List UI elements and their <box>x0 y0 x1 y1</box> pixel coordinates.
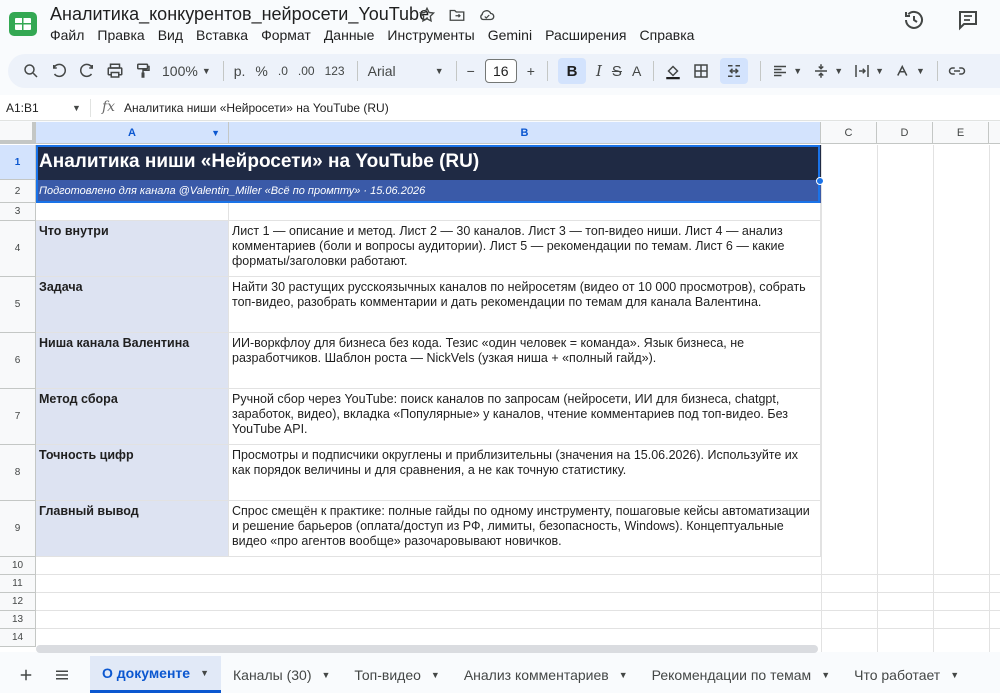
toolbar-divider <box>456 61 457 81</box>
undo-icon[interactable] <box>50 58 68 84</box>
menu-view[interactable]: Вид <box>157 27 184 43</box>
column-header-f[interactable] <box>989 122 1000 144</box>
menu-bar <box>50 26 707 44</box>
print-icon[interactable] <box>106 58 124 84</box>
fill-color-icon[interactable] <box>664 58 682 84</box>
gridline <box>821 145 822 652</box>
italic-icon: I <box>595 62 602 80</box>
tab-channels[interactable]: Каналы (30) ▼ <box>233 666 331 683</box>
formula-input[interactable]: Аналитика ниши «Нейросети» на YouTube (RU) <box>124 101 389 115</box>
tab-about[interactable]: О документе ▼ <box>90 656 221 693</box>
value-cell[interactable]: Ручной сбор через YouTube: поиск каналов по запросам (нейросети, ИИ для бизнеса, chatgpt, заработок, видео), вкладка «Популярные» у каналов, чтение комментариев под топ-видео. Без YouTube API. <box>229 389 821 445</box>
column-header-a[interactable]: A ▼ <box>36 122 229 144</box>
toolbar-divider <box>653 61 654 81</box>
menu-data[interactable]: Данные <box>323 27 375 43</box>
toolbar-divider <box>760 61 761 81</box>
toolbar-divider <box>223 61 224 81</box>
tab-topic-recommendations[interactable]: Рекомендации по темам ▼ <box>651 666 831 683</box>
chevron-down-icon: ▼ <box>916 66 925 76</box>
empty-cell[interactable] <box>36 203 229 221</box>
column-header-b[interactable]: B <box>229 122 821 144</box>
chevron-down-icon[interactable]: ▼ <box>950 669 960 680</box>
chevron-down-icon: ▼ <box>434 66 444 76</box>
tab-top-videos[interactable]: Топ-видео ▼ <box>354 666 440 683</box>
text-rotation-icon[interactable] <box>894 58 925 84</box>
chevron-down-icon[interactable]: ▼ <box>821 669 831 680</box>
strikethrough-button[interactable] <box>612 58 622 84</box>
value-cell[interactable]: Просмотры и подписчики округлены и приблизительны (значения на 15.06.2026). Используйте их как порядок величины и для сравнения, а не как точную статистику. <box>229 445 821 501</box>
sheet-grid[interactable] <box>0 122 1000 652</box>
row-header-5[interactable]: 5 <box>0 277 36 333</box>
empty-cell[interactable] <box>229 203 821 221</box>
font-value: Arial <box>367 63 396 79</box>
gridline <box>989 145 990 652</box>
menu-file[interactable]: Файл <box>50 27 85 43</box>
strikethrough-icon: S <box>611 62 622 80</box>
chevron-down-icon[interactable]: ▼ <box>618 669 628 680</box>
row-header-7[interactable]: 7 <box>0 389 36 445</box>
italic-button[interactable] <box>596 58 602 84</box>
name-box[interactable]: A1:B1 <box>6 101 39 115</box>
sheet-tabs-bar <box>0 656 1000 693</box>
column-header-d[interactable]: D <box>877 122 933 144</box>
row-header-1[interactable]: 1 <box>0 145 36 180</box>
toolbar-divider <box>547 61 548 81</box>
menu-tools[interactable]: Инструменты <box>387 27 475 43</box>
chevron-down-icon: ▼ <box>834 66 844 76</box>
chevron-down-icon: ▼ <box>201 66 211 76</box>
format-currency-button[interactable]: р. <box>233 63 246 79</box>
row-header-4[interactable]: 4 <box>0 221 36 277</box>
label-cell[interactable]: Задача <box>36 277 229 333</box>
fill-handle[interactable] <box>816 177 824 185</box>
row-header-9[interactable]: 9 <box>0 501 36 557</box>
column-header-c[interactable]: C <box>821 122 877 144</box>
chevron-down-icon[interactable]: ▼ <box>321 669 331 680</box>
gridline <box>877 145 878 652</box>
text-wrap-icon[interactable] <box>853 58 884 84</box>
zoom-select[interactable] <box>162 58 211 84</box>
paint-format-icon[interactable] <box>134 58 152 84</box>
move-folder-icon[interactable] <box>448 6 466 24</box>
row-header-8[interactable]: 8 <box>0 445 36 501</box>
row-header-6[interactable]: 6 <box>0 333 36 389</box>
toolbar-divider <box>357 61 358 81</box>
font-size-input[interactable]: 16 <box>485 59 517 83</box>
divider <box>90 99 91 117</box>
document-title[interactable]: Аналитика_конкурентов_нейросети_YouTube <box>50 4 430 24</box>
row-header-14[interactable]: 14 <box>0 629 36 647</box>
increase-decimal-button[interactable]: .00 <box>297 64 315 78</box>
row-header-12[interactable]: 12 <box>0 593 36 611</box>
tab-comments-analysis[interactable]: Анализ комментариев ▼ <box>463 666 628 683</box>
chevron-down-icon[interactable]: ▼ <box>200 668 209 678</box>
chevron-down-icon: ▼ <box>793 66 803 76</box>
bold-icon: B <box>566 62 578 80</box>
increase-font-size-button[interactable]: + <box>526 63 535 79</box>
value-cell[interactable]: Найти 30 растущих русскоязычных каналов по нейросетям (видео от 10 000 просмотров), собрать топ-видео, разобрать комментарии и дать рекомендации по темам для канала Валентина. <box>229 277 821 333</box>
select-all-corner[interactable] <box>0 122 36 144</box>
sheet-title-cell[interactable]: Аналитика ниши «Нейросети» на YouTube (RU) <box>36 145 821 180</box>
vertical-align-icon[interactable] <box>812 58 843 84</box>
tab-what-works[interactable]: Что работает ▼ <box>854 666 960 683</box>
label-cell[interactable]: Что внутри <box>36 221 229 277</box>
menu-insert[interactable]: Вставка <box>196 27 249 43</box>
formula-bar <box>0 95 1000 121</box>
value-cell[interactable]: Спрос смещён к практике: полные гайды по одному инструменту, пошаговые кейсы автоматизации и решение барьеров (оплата/доступ из РФ, лимиты, безопасность, Windows). Концептуальные видео «про агентов вообще» разочаровывают новичков. <box>229 501 821 557</box>
search-menus-icon[interactable] <box>22 58 40 84</box>
all-sheets-icon[interactable] <box>50 663 74 687</box>
menu-edit[interactable]: Правка <box>97 27 145 43</box>
value-cell[interactable]: Лист 1 — описание и метод. Лист 2 — 30 каналов. Лист 3 — топ-видео ниши. Лист 4 — анализ комментариев (боли и вопросы аудитории). Лист 5 — рекомендации по темам. Лист 6 — какие форматы/заголовки работают. <box>229 221 821 277</box>
row-header-11[interactable]: 11 <box>0 575 36 593</box>
text-color-icon: A <box>631 63 642 79</box>
toolbar <box>8 54 1000 88</box>
row-header-10[interactable]: 10 <box>0 557 36 575</box>
version-history-icon[interactable] <box>902 8 926 32</box>
decrease-font-size-button[interactable]: − <box>466 63 475 79</box>
more-formats-button[interactable]: 123 <box>324 64 345 78</box>
row-header-2[interactable]: 2 <box>0 180 36 203</box>
chevron-down-icon: ▼ <box>875 66 885 76</box>
chevron-down-icon[interactable]: ▼ <box>430 669 440 680</box>
value-cell[interactable]: ИИ-воркфлоу для бизнеса без кода. Тезис «один человек = команда». Язык бизнеса, не разработчиков. Шаблон роста — NickVels (узкая ниша + «полный гайд»). <box>229 333 821 389</box>
horizontal-scrollbar[interactable] <box>36 645 818 653</box>
horizontal-align-icon[interactable] <box>771 58 802 84</box>
font-select[interactable] <box>368 58 444 84</box>
gridline <box>36 628 1000 629</box>
column-header-e[interactable]: E <box>933 122 989 144</box>
gridline <box>36 592 1000 593</box>
label-cell[interactable]: Точность цифр <box>36 445 229 501</box>
label-cell[interactable]: Главный вывод <box>36 501 229 557</box>
row-header-13[interactable]: 13 <box>0 611 36 629</box>
gridline <box>36 610 1000 611</box>
label-cell[interactable]: Метод сбора <box>36 389 229 445</box>
sheets-logo-icon[interactable] <box>8 6 38 42</box>
format-percent-button[interactable]: % <box>255 63 268 79</box>
cloud-saved-icon[interactable] <box>478 6 496 24</box>
chevron-down-icon[interactable]: ▼ <box>211 127 220 138</box>
menu-extensions[interactable]: Расширения <box>545 27 627 43</box>
label-cell[interactable]: Ниша канала Валентина <box>36 333 229 389</box>
bold-button[interactable] <box>558 58 586 84</box>
toolbar-divider <box>937 61 938 81</box>
menu-help[interactable]: Справка <box>639 27 695 43</box>
insert-link-icon[interactable] <box>948 58 966 84</box>
menu-format[interactable]: Формат <box>261 27 311 43</box>
menu-gemini[interactable]: Gemini <box>487 27 533 43</box>
gridline <box>36 574 1000 575</box>
comments-icon[interactable] <box>956 8 980 32</box>
row-header-3[interactable]: 3 <box>0 203 36 221</box>
borders-icon[interactable] <box>692 58 710 84</box>
merge-cells-icon[interactable] <box>720 58 748 84</box>
redo-icon[interactable] <box>78 58 96 84</box>
chevron-down-icon[interactable]: ▼ <box>72 103 81 113</box>
decrease-decimal-button[interactable]: .0 <box>277 64 288 78</box>
add-sheet-icon[interactable] <box>14 663 38 687</box>
star-icon[interactable] <box>418 6 436 24</box>
text-color-button[interactable] <box>632 58 641 84</box>
sheet-subtitle-cell[interactable]: Подготовлено для канала @Valentin_Miller «Всё по промпту» · 15.06.2026 <box>36 180 821 203</box>
zoom-value: 100% <box>162 63 198 79</box>
gridline <box>933 145 934 652</box>
fx-icon: fx <box>102 99 116 115</box>
